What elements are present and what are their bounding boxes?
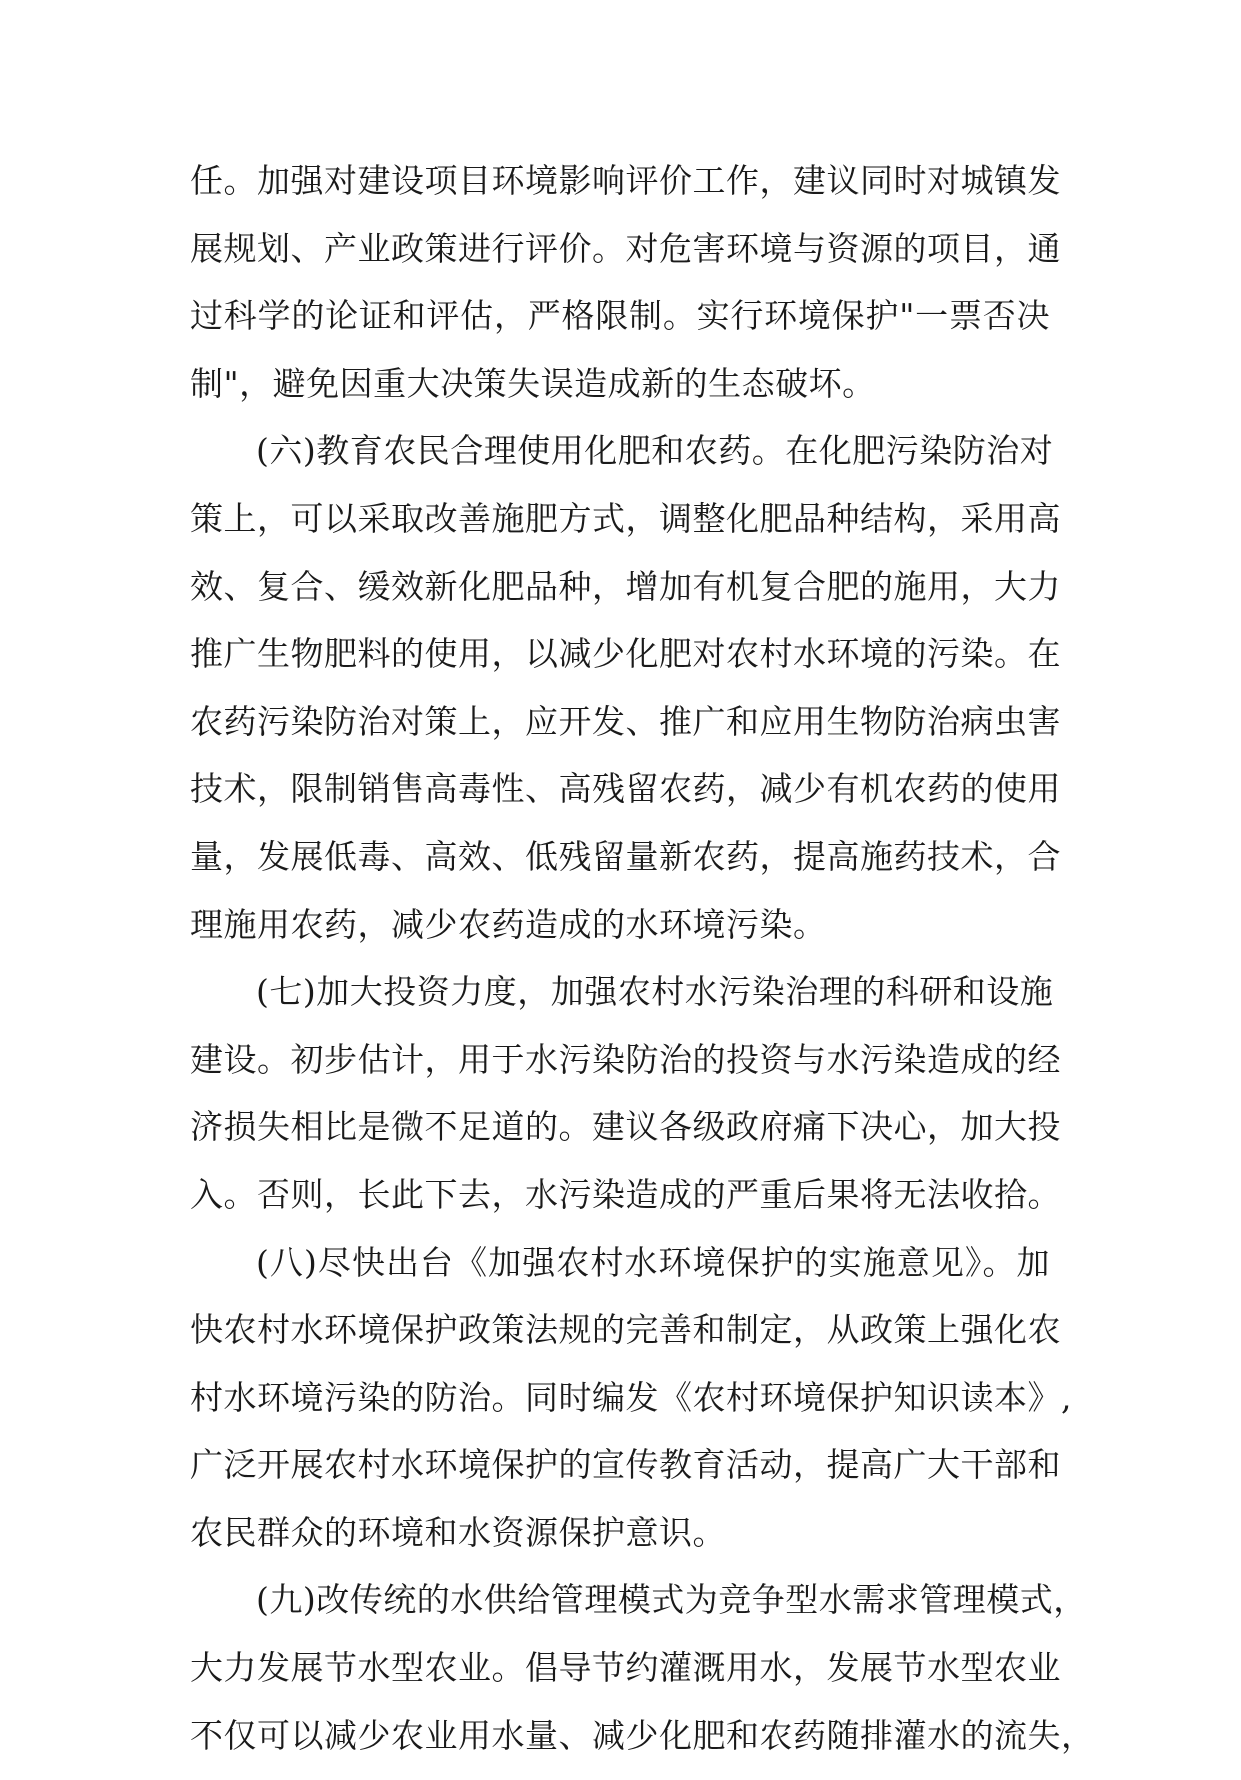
text-line: 技术，限制销售高毒性、高残留农药，减少有机农药的使用 [190,769,1061,809]
text-line: 农药污染防治对策上，应开发、推广和应用生物防治病虫害 [190,701,1061,741]
text-line: 量，发展低毒、高效、低残留量新农药，提高施药技术，合 [190,836,1061,876]
body-text [190,158,1095,1780]
text-line: 广泛开展农村水环境保护的宣传教育活动，提高广大干部和 [190,1445,1061,1485]
text-line: 展规划、产业政策进行评价。对危害环境与资源的项目，通 [190,228,1061,268]
text-line: 济损失相比是微不足道的。建议各级政府痛下决心，加大投 [190,1107,1061,1147]
text-line: 建设。初步估计，用于水污染防治的投资与水污染造成的经 [190,1039,1061,1079]
paragraph-6-first-line: (六)教育农民合理使用化肥和农药。在化肥污染防治对 [256,431,1054,471]
text-line: 村水环境污染的防治。同时编发《农村环境保护知识读本》, [190,1377,1072,1417]
text-line: 制"，避免因重大决策失误造成新的生态破坏。 [190,363,876,403]
text-line: 入。否则，长此下去，水污染造成的严重后果将无法收拾。 [190,1174,1061,1214]
text-line: 过科学的论证和评估，严格限制。实行环境保护"一票否决 [190,296,1050,336]
text-line: 理施用农药，减少农药造成的水环境污染。 [190,904,827,944]
text-line: 推广生物肥料的使用，以减少化肥对农村水环境的污染。在 [190,634,1061,674]
text-line: 策上，可以采取改善施肥方式，调整化肥品种结构，采用高 [190,498,1061,538]
paragraph-9-first-line: (九)改传统的水供给管理模式为竞争型水需求管理模式， [256,1580,1087,1620]
text-line: 快农村水环境保护政策法规的完善和制定，从政策上强化农 [190,1310,1061,1350]
text-line: 大力发展节水型农业。倡导节约灌溉用水，发展节水型农业 [190,1648,1061,1688]
text-line: 效、复合、缓效新化肥品种，增加有机复合肥的施用，大力 [190,566,1061,606]
text-line: 不仅可以减少农业用水量、减少化肥和农药随排灌水的流失， [190,1715,1095,1755]
text-line: 农民群众的环境和水资源保护意识。 [190,1512,726,1552]
text-line: 任。加强对建设项目环境影响评价工作，建议同时对城镇发 [190,161,1061,200]
paragraph-8-first-line: (八)尽快出台《加强农村水环境保护的实施意见》。加 [256,1242,1050,1282]
paragraph-7-first-line: (七)加大投资力度，加强农村水污染治理的科研和设施 [256,972,1054,1012]
